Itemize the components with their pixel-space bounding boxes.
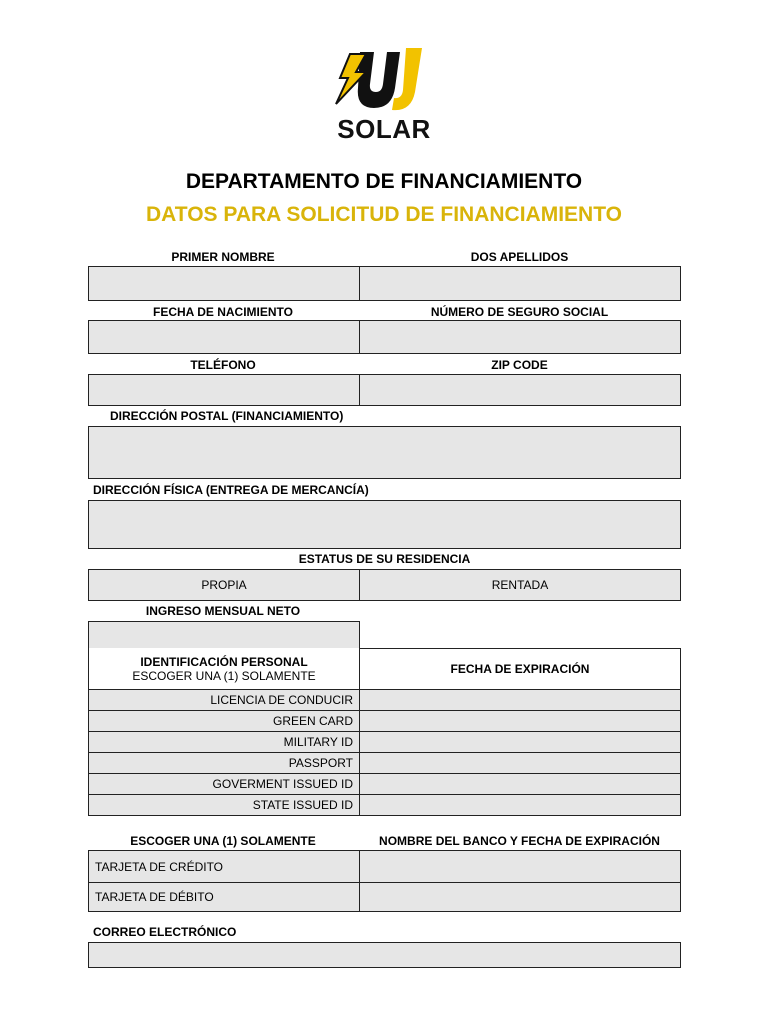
id-expiracion-green-card[interactable]	[359, 710, 681, 732]
label-direccion-postal: DIRECCIÓN POSTAL (FINANCIAMIENTO)	[110, 409, 344, 423]
label-telefono: TELÉFONO	[190, 358, 256, 372]
label-ingreso-mensual: INGRESO MENSUAL NETO	[145, 604, 301, 618]
fecha-nacimiento-field[interactable]	[88, 320, 360, 354]
residencia-propia-option[interactable]: PROPIA	[88, 569, 360, 601]
zip-code-field[interactable]	[359, 374, 681, 406]
telefono-field[interactable]	[88, 374, 360, 406]
label-seguro-social: NÚMERO DE SEGURO SOCIAL	[430, 305, 609, 319]
expiracion-header	[359, 648, 681, 690]
label-correo: CORREO ELECTRÓNICO	[93, 925, 237, 939]
banco-credito-field[interactable]	[359, 850, 681, 883]
identificacion-header	[88, 648, 360, 690]
label-zip-code: ZIP CODE	[491, 358, 548, 372]
id-expiracion-government[interactable]	[359, 773, 681, 795]
identificacion-title: IDENTIFICACIÓN PERSONAL	[140, 654, 308, 669]
primer-nombre-field[interactable]	[88, 266, 360, 301]
label-direccion-fisica: DIRECCIÓN FÍSICA (ENTREGA DE MERCANCÍA)	[93, 483, 369, 497]
id-option-passport[interactable]: PASSPORT	[88, 752, 360, 774]
id-expiracion-military[interactable]	[359, 731, 681, 753]
logo-text: SOLAR	[337, 114, 431, 144]
page-title: DEPARTAMENTO DE FINANCIAMIENTO	[185, 170, 583, 193]
expiracion-title: FECHA DE EXPIRACIÓN	[450, 662, 590, 676]
label-banco-expiracion: NOMBRE DEL BANCO Y FECHA DE EXPIRACIÓN	[379, 834, 660, 848]
tarjeta-debito-option[interactable]: TARJETA DE DÉBITO	[88, 882, 360, 912]
lightning-bolt-icon	[322, 44, 446, 114]
identificacion-subtitle: ESCOGER UNA (1) SOLAMENTE	[132, 668, 316, 683]
direccion-postal-field[interactable]	[88, 426, 681, 479]
label-estatus-residencia: ESTATUS DE SU RESIDENCIA	[298, 552, 471, 566]
label-fecha-nacimiento: FECHA DE NACIMIENTO	[152, 305, 293, 319]
id-expiracion-passport[interactable]	[359, 752, 681, 774]
id-option-state[interactable]: STATE ISSUED ID	[88, 794, 360, 816]
id-expiracion-state[interactable]	[359, 794, 681, 816]
dos-apellidos-field[interactable]	[359, 266, 681, 301]
direccion-fisica-field[interactable]	[88, 500, 681, 549]
id-option-green-card[interactable]: GREEN CARD	[88, 710, 360, 732]
seguro-social-field[interactable]	[359, 320, 681, 354]
banco-debito-field[interactable]	[359, 882, 681, 912]
label-escoger-tarjeta: ESCOGER UNA (1) SOLAMENTE	[130, 834, 316, 848]
ingreso-mensual-field[interactable]	[88, 621, 360, 649]
id-option-government[interactable]: GOVERMENT ISSUED ID	[88, 773, 360, 795]
tarjeta-credito-option[interactable]: TARJETA DE CRÉDITO	[88, 850, 360, 883]
id-option-military[interactable]: MILITARY ID	[88, 731, 360, 753]
correo-field[interactable]	[88, 942, 681, 968]
residencia-rentada-option[interactable]: RENTADA	[359, 569, 681, 601]
page-subtitle: DATOS PARA SOLICITUD DE FINANCIAMIENTO	[145, 203, 622, 226]
id-expiracion-licencia[interactable]	[359, 689, 681, 711]
label-primer-nombre: PRIMER NOMBRE	[171, 250, 275, 264]
id-option-licencia[interactable]: LICENCIA DE CONDUCIR	[88, 689, 360, 711]
label-dos-apellidos: DOS APELLIDOS	[470, 250, 569, 264]
uj-solar-logo	[322, 44, 446, 142]
